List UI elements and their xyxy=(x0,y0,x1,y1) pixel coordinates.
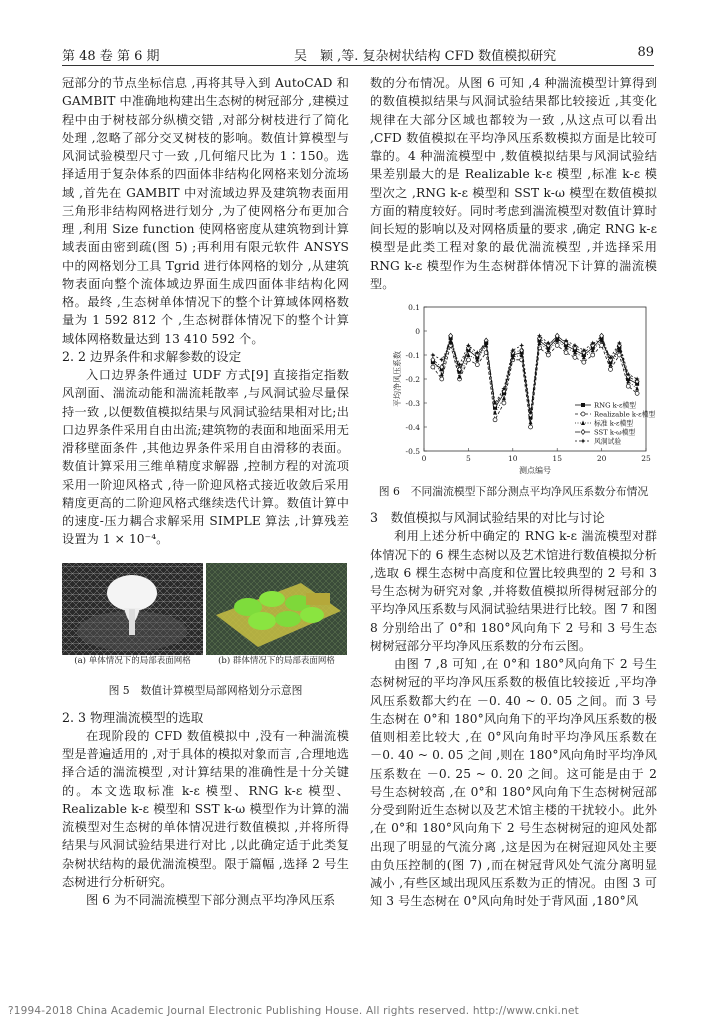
y-axis-label: 平均净风压系数 xyxy=(393,351,402,407)
figure-5-caption: 图 5 数值计算模型局部网格划分示意图 xyxy=(108,683,303,697)
figure-6-caption: 图 6 不同湍流模型下部分测点平均净风压系数分布情况 xyxy=(378,485,649,498)
legend-label: RNG k-ε模型 xyxy=(594,401,637,410)
running-header xyxy=(62,45,654,66)
data-point xyxy=(440,377,444,381)
legend-label: SST k-ω模型 xyxy=(594,428,636,437)
x-tick-label: 5 xyxy=(466,454,471,463)
data-point xyxy=(519,343,524,348)
legend-label: 标准 k-ε模型 xyxy=(594,419,634,428)
mesh-single-image xyxy=(62,563,203,655)
data-point xyxy=(529,420,533,425)
right-paragraph-2: 利用上述分析中确定的 RNG k-ε 湍流模型对群体情况下的 6 棵生态树以及艺术馆进行数值模拟分析 ,选取 6 棵生态树中高度和位置比较典型的 2 号和 3 号生态树为研究对象 ,并将数值模拟所得树冠部分的平均净风压系数与风洞试验结果进行比较。图 7 和图 8 分别给出了 0°和 180°风向角下 2 号和 3 号生态树树冠部分平均净风压系数的分布云图。 xyxy=(370,529,657,653)
figure-5a-caption: (a) 单体情况下的局部表面网格 xyxy=(62,655,203,667)
data-point xyxy=(635,386,639,391)
copyright-footer: ?1994-2018 China Academic Journal Electronic Publishing House. All rights reserved. http://www.cnki.net xyxy=(8,1005,579,1017)
data-point xyxy=(475,363,479,367)
figure-5b-caption: (b) 群体情况下的局部表面网格 xyxy=(206,655,347,667)
y-tick-label: -0.1 xyxy=(405,351,420,360)
data-point xyxy=(430,353,435,358)
header-title: 吴 颖 ,等. 复杂树状结构 CFD 数值模拟研究 xyxy=(294,49,557,64)
y-tick-label: -0.5 xyxy=(405,447,420,456)
data-point xyxy=(493,410,497,415)
x-axis-label: 测点编号 xyxy=(519,466,551,475)
data-point xyxy=(555,343,559,347)
data-point xyxy=(529,425,533,429)
figure-5a-mesh xyxy=(62,563,203,667)
right-paragraph-3: 由图 7 ,8 可知 ,在 0°和 180°风向角下 2 号生态树树冠的平均净风压系数的极值比较接近 ,平均净风压系数都大约在 －0. 40 ~ 0. 05 之间。而 3 号生态树在 0°和 180°风向角下的平均净风压系数的极值则相差比较大 ,在 0°风向角时平均净风压系数在 －0. 40 ~ 0. 05 之间 ,则在 180°风向角时平均净风压系数在 －0. 25 ~ 0. 20 之间。这可能是由于 2 号生态树较高 ,在 0°和 180°风向角下生态树树冠部分受到附近生态树以及艺术馆主楼的干扰较小。此外 ,在 0°和 180°风向角下 2 号生态树树冠的迎风处都出现了明显的气流分离 ,这是因为在树冠迎风处主要由负压控制的(图 7) ,而在树冠背风处气流分离明显减小 ,有些区域出现风压系数为正的情况。由图 3 可知 3 号生态树在 0°风向角时处于背风面 ,180°风 xyxy=(370,657,657,909)
data-point xyxy=(591,353,595,357)
data-point xyxy=(626,384,630,388)
data-point xyxy=(493,418,497,422)
mesh-group-image xyxy=(206,563,347,655)
section-3-heading: 3 数值模拟与风洞试验结果的对比与讨论 xyxy=(370,510,605,525)
section-2-3-heading: 2. 3 物理湍流模型的选取 xyxy=(62,709,204,725)
figure-6-chart xyxy=(370,301,657,479)
y-tick-label: 0 xyxy=(415,327,420,336)
data-point xyxy=(581,439,586,444)
data-point xyxy=(635,391,639,395)
right-paragraph-1: 数的分布情况。从图 6 可知 ,4 种湍流模型计算得到的数值模拟结果与风洞试验结果都比较接近 ,其变化规律在大部分区域也都较为一致 ,从这点可以看出 ,CFD 数值模拟在平均净风压系数模拟方面是比较可靠的。4 种湍流模型中 ,数值模拟结果与风洞试验结果差别最大的是 Realizable k-ε 模型 ,标准 k-ε 模型次之 ,RNG k-ε 模型和 SST k-ω 模型在数值模拟方面的精度较好。同时考虑到湍流模型对数值计算时间长短的影响以及对网格质量的要求 ,确定 RNG k-ε 模型是此类工程对象的最优湍流模型 ,并选择采用 RNG k-ε 模型作为生态树群体情况下计算的湍流模型。 xyxy=(370,76,657,291)
figure-5 xyxy=(62,563,349,667)
left-paragraph-3: 在现阶段的 CFD 数值模拟中 ,没有一种湍流模型是普遍适用的 ,对于具体的模拟对象而言 ,合理地选择合适的湍流模型 ,对计算结果的准确性是十分关键的。本文选取标准 k-ε 模型、RNG k-ε 模型、Realizable k-ε 模型和 SST k-ω 模型作为计算的湍流模型对生态树的单体情况进行数值模拟 ,并将所得结果与风洞试验结果进行对比 ,以此确定适于此类复杂树状结构的最优湍流模型。限于篇幅 ,选择 2 号生态树进行分析研究。 xyxy=(62,728,349,889)
data-point xyxy=(573,355,577,359)
y-tick-label: -0.3 xyxy=(405,399,420,408)
x-tick-label: 0 xyxy=(421,454,427,463)
y-tick-label: 0.1 xyxy=(408,303,420,312)
data-point xyxy=(581,430,585,435)
data-point xyxy=(564,351,568,355)
data-point xyxy=(546,353,550,357)
figure-5b-mesh xyxy=(206,563,347,667)
x-tick-label: 20 xyxy=(596,454,607,463)
left-paragraph-1: 冠部分的节点坐标信息 ,再将其导入到 AutoCAD 和 GAMBIT 中准确地构建出生态树的树冠部分 ,建模过程中由于树枝部分纵横交错 ,对部分树枝进行了简化处理 ,忽略了部分交叉树枝的影响。数值计算模型与风洞试验模型尺寸一致 ,几何缩尺比为 1∶150。选择适用于复杂体系的四面体非结构化网格来划分流场域 ,首先在 GAMBIT 中对流域边界及建筑物表面用三角形非结构网格进行划分 ,为了使网格分布更加合理 ,利用 Size function 使网格密度从建筑物到计算域表面由密到疏(图 5) ;再利用有限元软件 ANSYS 中的网格划分工具 Tgrid 进行体网格的划分 ,从建筑物表面向整个流体域边界面生成四面体非结构化网格。最终 ,生态树单体情况下的整个计算域体网格数量为 1 592 812 个 ,生态树群体情况下的整个计算域体网格数量达到 13 410 592 个。 xyxy=(62,76,349,346)
data-point xyxy=(608,367,612,371)
x-tick-label: 10 xyxy=(508,454,518,463)
left-column xyxy=(62,74,349,909)
chart-svg xyxy=(370,301,657,479)
data-point xyxy=(581,403,585,407)
x-tick-label: 15 xyxy=(552,454,562,463)
right-column xyxy=(370,74,657,911)
y-tick-label: -0.4 xyxy=(405,423,420,432)
data-point xyxy=(431,365,435,369)
section-2-2-heading: 2. 2 边界条件和求解参数的设定 xyxy=(62,348,242,364)
left-paragraph-4: 图 6 为不同湍流模型下部分测点平均净风压系 xyxy=(86,893,336,907)
data-point xyxy=(581,412,585,416)
data-point xyxy=(582,360,586,364)
legend-label: 风洞试验 xyxy=(594,437,622,446)
x-tick-label: 25 xyxy=(641,454,651,463)
y-tick-label: -0.2 xyxy=(405,375,420,384)
page-number: 89 xyxy=(637,45,654,60)
data-point xyxy=(581,421,585,426)
legend-label: Realizable k-ε模型 xyxy=(594,410,656,419)
left-paragraph-2: 入口边界条件通过 UDF 方式[9] 直接指定指数风剖面、湍流动能和湍流耗散率 ,与风洞试验尽量保持一致 ,以便数值模拟结果与风洞试验结果相对比;出口边界条件采用自由出流;建筑物的表面和地面采用无滑移壁面条件 ,其他边界条件采用自由滑移的表面。数值计算采用三维单精度求解器 ,控制方程的对流项采用一阶迎风格式 ,待一阶迎风格式接近收敛后采用精度更高的二阶迎风格式继续迭代计算。数值计算中的速度-压力耦合求解采用 SIMPLE 算法 ,计算残差设置为 1 × 10⁻⁴。 xyxy=(62,368,349,547)
data-point xyxy=(502,401,506,405)
journal-volume: 第 48 卷 第 6 期 xyxy=(62,49,160,64)
